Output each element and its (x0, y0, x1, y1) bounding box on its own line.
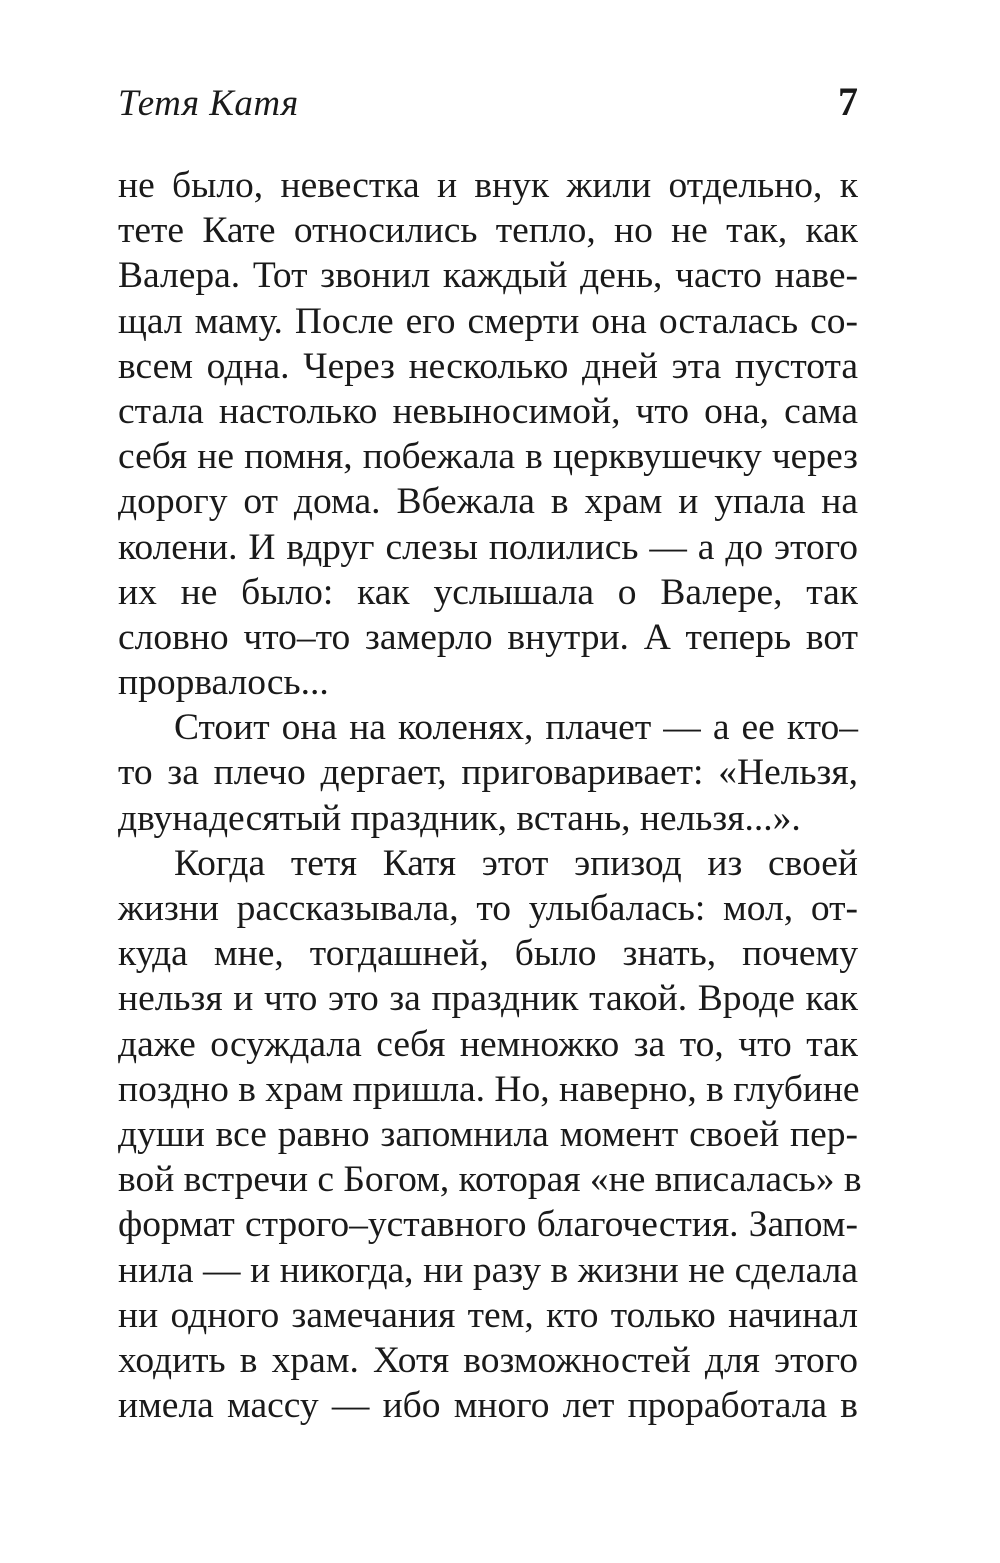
text-line: души все равно запомнила момент своей пер- (118, 1113, 858, 1155)
text-line: даже осуждала себя немножко за то, что так (118, 1023, 858, 1065)
text-line: куда мне, тогдашней, было знать, почему (118, 933, 858, 975)
text-line: тете Кате относились тепло, но не так, как (118, 210, 858, 252)
text-line: поздно в храм пришла. Но, наверно, в глубине (118, 1068, 860, 1110)
text-line: себя не помня, побежала в церквушечку через (118, 436, 858, 478)
text-line: прорвалось... (118, 662, 329, 704)
text-line: то за плечо дергает, приговаривает: «Нельзя, (118, 752, 858, 794)
running-title: Тетя Катя (118, 83, 299, 124)
text-line: вой встречи с Богом, которая «не вписалась» в (118, 1159, 862, 1201)
text-line: их не было: как услышала о Валере, так (118, 571, 858, 613)
text-line: ни одного замечания тем, кто только начинал (118, 1294, 858, 1336)
page-number: 7 (838, 79, 858, 124)
text-line: Стоит она на коленях, плачет — а ее кто– (174, 707, 858, 749)
text-line: двунадесятый праздник, встань, нельзя...». (118, 797, 801, 839)
text-line: дорогу от дома. Вбежала в храм и упала на (118, 481, 858, 523)
text-line: формат строго–уставного благочестия. Запом- (118, 1204, 858, 1246)
text-line: словно что–то замерло внутри. А теперь вот (118, 616, 858, 658)
text-line: не было, невестка и внук жили отдельно, к (118, 165, 858, 206)
text-line: ходить в храм. Хотя возможностей для этого (118, 1339, 858, 1381)
text-line: нельзя и что это за праздник такой. Вроде как (118, 978, 858, 1020)
text-line: нила — и никогда, ни разу в жизни не сделала (118, 1249, 858, 1291)
text-line: жизни рассказывала, то улыбалась: мол, от- (118, 888, 858, 929)
text-line: Когда тетя Катя этот эпизод из своей (174, 842, 858, 884)
text-line: стала настолько невыносимой, что она, сама (118, 390, 858, 432)
text-line: щал маму. После его смерти она осталась со- (118, 300, 858, 342)
text-line: Валера. Тот звонил каждый день, часто наве- (118, 255, 858, 297)
text-line: колени. И вдруг слезы полились — а до этого (118, 526, 858, 568)
body-text (118, 163, 862, 1428)
text-line: имела массу — ибо много лет проработала в (118, 1385, 858, 1427)
text-line: всем одна. Через несколько дней эта пустота (118, 345, 858, 387)
